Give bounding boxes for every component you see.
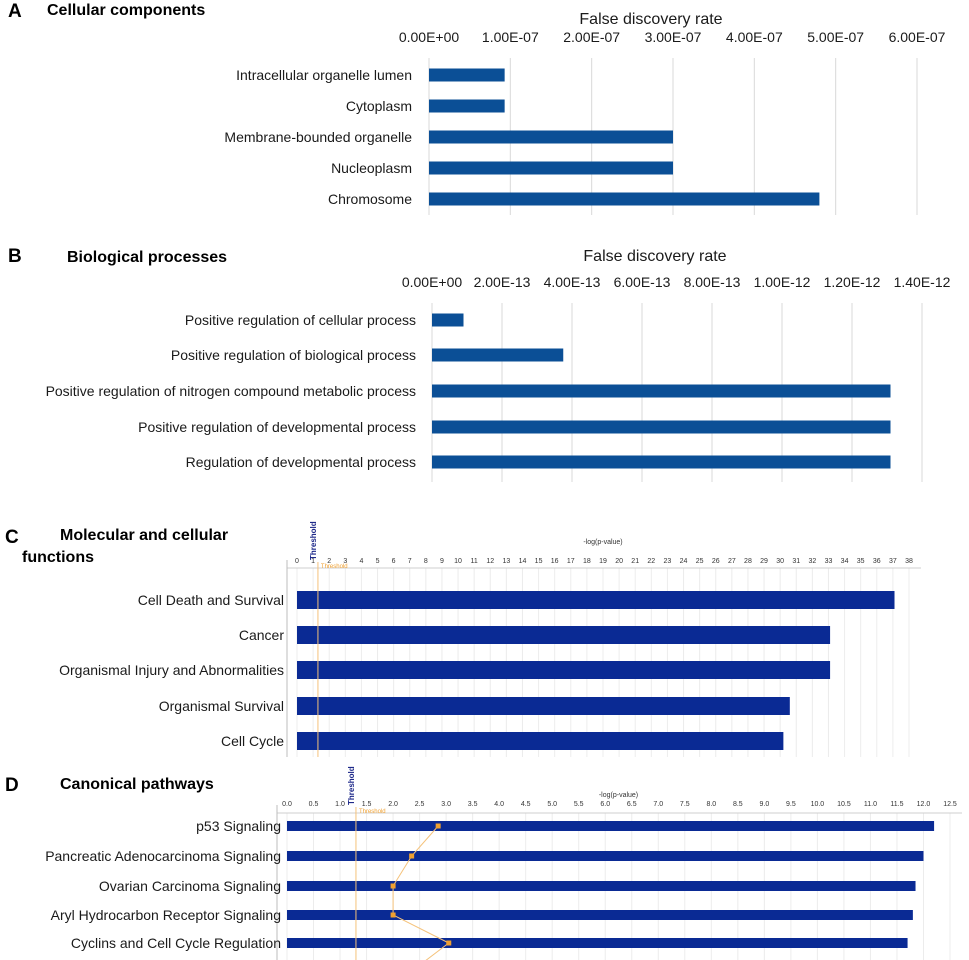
- panel-letter: D: [5, 775, 19, 796]
- bar: [287, 910, 913, 920]
- x-tick-label: 37: [888, 558, 897, 565]
- category-label: Cancer: [238, 627, 284, 643]
- category-label: Membrane-bounded organelle: [224, 129, 412, 145]
- category-label: Cyclins and Cell Cycle Regulation: [70, 935, 281, 951]
- category-label: Positive regulation of nitrogen compound metabolic process: [45, 383, 416, 399]
- x-tick-label: 0.00E+00: [398, 29, 460, 45]
- category-label: Cell Cycle: [220, 733, 284, 749]
- x-tick-label: 1.00E-12: [753, 274, 811, 290]
- bar: [432, 314, 464, 327]
- x-tick-label: 6: [391, 558, 396, 565]
- panel-title: Biological processes: [67, 249, 228, 266]
- x-tick-label: 19: [599, 558, 607, 565]
- threshold-sublabel: Threshold: [358, 809, 386, 815]
- bar: [297, 591, 895, 609]
- x-tick-label: 0: [295, 558, 299, 565]
- category-label: Organismal Injury and Abnormalities: [59, 662, 284, 678]
- x-tick-label: 1.0: [335, 801, 345, 808]
- x-tick-label: 14: [518, 558, 527, 565]
- x-tick-label: 29: [760, 558, 768, 565]
- x-axis-title: -log(p-value): [598, 792, 639, 799]
- category-label: Positive regulation of biological process: [170, 347, 416, 363]
- x-tick-label: 12: [486, 558, 495, 565]
- bar: [429, 69, 505, 82]
- panel-letter: B: [8, 246, 22, 267]
- x-tick-label: 25: [695, 558, 704, 565]
- threshold-label: Threshold: [308, 521, 318, 560]
- x-tick-label: 9.0: [759, 801, 770, 808]
- x-tick-label: 4.5: [520, 801, 531, 808]
- x-tick-label: 1.00E-07: [481, 29, 539, 45]
- x-tick-label: 22: [647, 558, 656, 565]
- x-tick-label: 26: [711, 558, 720, 565]
- x-tick-label: 20: [615, 558, 624, 565]
- x-axis-title: False discovery rate: [583, 248, 727, 265]
- ratio-point: [391, 913, 396, 918]
- x-tick-label: 2.0: [388, 801, 398, 808]
- category-label: Cell Death and Survival: [137, 592, 284, 608]
- x-tick-label: 7.0: [653, 801, 664, 808]
- x-tick-label: 4.00E-13: [543, 274, 601, 290]
- x-tick-label: 3.00E-07: [644, 29, 702, 45]
- bar: [297, 626, 830, 644]
- x-tick-label: 9.5: [786, 801, 796, 808]
- x-tick-label: 36: [872, 558, 881, 565]
- x-tick-label: 15: [534, 558, 543, 565]
- x-tick-label: 17: [566, 558, 575, 565]
- x-tick-label: 35: [856, 558, 865, 565]
- x-tick-label: 5.00E-07: [807, 29, 865, 45]
- x-tick-label: 6.00E-13: [613, 274, 671, 290]
- panel-b: [8, 246, 951, 482]
- x-tick-label: 5.5: [573, 801, 584, 808]
- category-label: Positive regulation of developmental process: [138, 419, 416, 435]
- category-label: Organismal Survival: [158, 698, 284, 714]
- x-axis-title: False discovery rate: [579, 11, 723, 28]
- bar: [429, 193, 819, 206]
- ratio-point: [446, 941, 451, 946]
- threshold-label: Threshold: [346, 766, 356, 805]
- x-tick-label: 3.0: [441, 801, 451, 808]
- x-tick-label: 10.0: [810, 801, 825, 808]
- category-label: Regulation of developmental process: [185, 454, 416, 470]
- x-tick-label: 34: [840, 558, 849, 565]
- bar: [432, 421, 891, 434]
- category-label: Aryl Hydrocarbon Receptor Signaling: [50, 907, 281, 923]
- x-tick-label: 8.5: [732, 801, 743, 808]
- x-tick-label: 2: [327, 558, 332, 565]
- x-tick-label: 4.0: [494, 801, 505, 808]
- x-tick-label: 8: [423, 558, 428, 565]
- category-label: Positive regulation of cellular process: [184, 312, 416, 328]
- x-tick-label: 11.5: [890, 801, 904, 808]
- panel-c: [5, 521, 921, 757]
- x-tick-label: 13: [502, 558, 511, 565]
- x-tick-label: 10: [454, 558, 462, 565]
- bar: [297, 732, 783, 750]
- category-label: p53 Signaling: [196, 818, 281, 834]
- threshold-sublabel: Threshold: [320, 564, 348, 570]
- bar: [297, 697, 790, 715]
- x-tick-label: 9: [439, 558, 444, 565]
- ratio-point: [436, 824, 441, 829]
- x-tick-label: 28: [744, 558, 752, 565]
- x-tick-label: 1.5: [361, 801, 372, 808]
- category-label: Cytoplasm: [345, 98, 412, 114]
- x-tick-label: 10.5: [837, 801, 851, 808]
- bar: [287, 851, 923, 861]
- bar: [429, 100, 505, 113]
- x-tick-label: 11: [470, 558, 478, 565]
- x-tick-label: 5: [375, 558, 380, 565]
- x-axis-title: -log(p-value): [583, 539, 623, 546]
- bar: [432, 385, 891, 398]
- bar: [432, 349, 563, 362]
- panel-letter: C: [5, 527, 19, 548]
- x-tick-label: 31: [792, 558, 801, 565]
- x-tick-label: 2.5: [414, 801, 425, 808]
- bar: [287, 881, 916, 891]
- panel-letter: A: [8, 1, 22, 22]
- bar: [287, 821, 934, 831]
- x-tick-label: 0.5: [308, 801, 319, 808]
- x-tick-label: 4.00E-07: [725, 29, 783, 45]
- ratio-point: [391, 884, 396, 889]
- x-tick-label: 32: [808, 558, 817, 565]
- panel-a: [8, 1, 946, 215]
- bar: [429, 131, 673, 144]
- x-tick-label: 6.0: [600, 801, 611, 808]
- bar: [429, 162, 673, 175]
- x-tick-label: 30: [776, 558, 785, 565]
- bar: [297, 661, 830, 679]
- x-tick-label: 18: [582, 558, 591, 565]
- x-tick-label: 27: [727, 558, 736, 565]
- category-label: Nucleoplasm: [331, 160, 412, 176]
- category-label: Ovarian Carcinoma Signaling: [98, 878, 281, 894]
- x-tick-label: 3.5: [467, 801, 478, 808]
- x-tick-label: 6.5: [626, 801, 637, 808]
- x-tick-label: 8.00E-13: [683, 274, 741, 290]
- x-tick-label: 21: [631, 558, 640, 565]
- x-tick-label: 7: [407, 558, 412, 565]
- x-tick-label: 5.0: [547, 801, 558, 808]
- x-tick-label: 1: [311, 558, 316, 565]
- panel-title: Cellular components: [47, 2, 206, 19]
- category-label: Intracellular organelle lumen: [236, 67, 412, 83]
- x-tick-label: 12.5: [943, 801, 957, 808]
- x-tick-label: 0.0: [282, 801, 292, 808]
- bar: [287, 938, 908, 948]
- x-tick-label: 0.00E+00: [401, 274, 463, 290]
- x-tick-label: 2.00E-13: [473, 274, 531, 290]
- x-tick-label: 6.00E-07: [888, 29, 946, 45]
- x-tick-label: 38: [905, 558, 913, 565]
- category-label: Chromosome: [327, 191, 412, 207]
- panel-d: [5, 766, 962, 960]
- bar: [432, 456, 891, 469]
- x-tick-label: 16: [550, 558, 559, 565]
- x-tick-label: 33: [824, 558, 833, 565]
- x-tick-label: 24: [679, 558, 688, 565]
- x-tick-label: 4: [359, 558, 364, 565]
- panel-title: Canonical pathways: [60, 776, 214, 793]
- x-tick-label: 8.0: [706, 801, 717, 808]
- category-label: Pancreatic Adenocarcinoma Signaling: [45, 848, 281, 864]
- x-tick-label: 1.20E-12: [823, 274, 881, 290]
- x-tick-label: 3: [343, 558, 348, 565]
- ratio-point: [409, 854, 414, 859]
- x-tick-label: 2.00E-07: [563, 29, 621, 45]
- panel-title-line1: Molecular and cellular: [60, 527, 229, 544]
- x-tick-label: 7.5: [679, 801, 690, 808]
- x-tick-label: 12.0: [916, 801, 931, 808]
- x-tick-label: 1.40E-12: [893, 274, 951, 290]
- panel-title-line2: functions: [22, 549, 94, 566]
- x-tick-label: 11.0: [863, 801, 877, 808]
- x-tick-label: 23: [663, 558, 672, 565]
